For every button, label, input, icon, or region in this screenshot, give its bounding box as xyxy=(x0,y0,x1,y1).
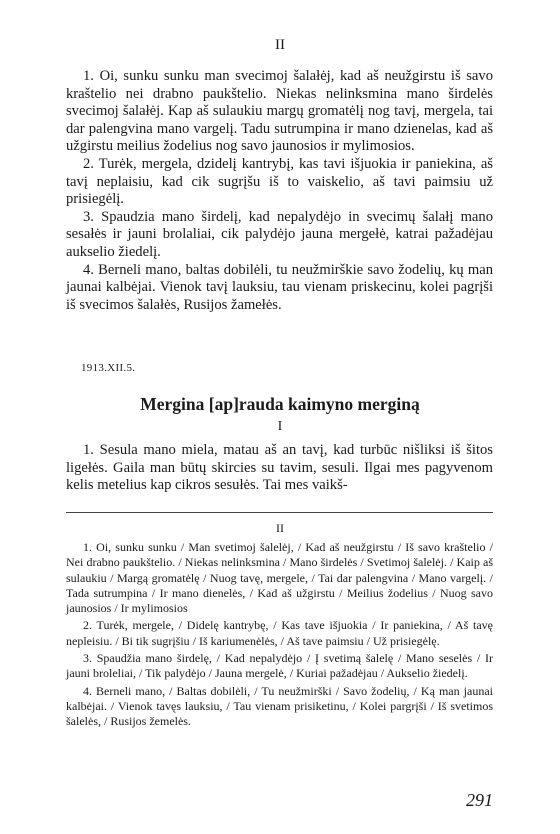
note-4: 4. Berneli mano, / Baltas dobilėli, / Tu neužmirški / Savo žodelių, / Ką man jaunai kalbėjai. / Vienok tavęs lauksiu, / Tau vienam prisiketinu, / Kolei pargrįši / Iš svetimos šalelės, / Rusijos žemelės. xyxy=(66,683,493,729)
stanza-3: 3. Spaudzia mano širdelį, kad nepalydėjo in svecimų šalałį mano sesałės ir jauni brolaliai, cik palydėjo jauna mergełė, katrai pažadėjau aukselio žiedelį. xyxy=(66,208,493,260)
song-2-numeral: I xyxy=(277,419,283,434)
note-2: 2. Turėk, mergele, / Didelę kantrybę, / Kas tave išjuokia / Ir paniekina, / Aš tavę nepleisiu. / Bi tik sugrįšiu / Iš kariumenėlės, / Aš tave paimsiu / Už prisiegėlę. xyxy=(66,618,493,648)
footnote-divider xyxy=(66,512,493,513)
stanza-4: 4. Berneli mano, baltas dobilėli, tu neužmirškie savo žodelių, kų man jaunai kalbėjai. Vienok tavį lauksiu, tau vienam priskecinu, kolei pagrįši iš svecimos šalałės, Rusijos žamełės. xyxy=(66,261,493,313)
note-1: 1. Oi, sunku sunku / Man svetimoj šalelėj, / Kad aš neužgirstu / Iš savo kraštelio / Nei drabno paukštelio. / Niekas nelinksmina / Mano širdelės / Svetimoj šalelėj. / Kaip aš sulaukiu / Margą gromatėlę / Nuog tavę, mergele, / Tai dar palengvina / Mano vargelį. / Tada sutrumpina / Ir mano dienelės, / Kad aš užgirstu / Meilius žodelius / Nuog savo jaunosios / Ir mylimosios xyxy=(66,540,493,616)
song-2-stanza-1: 1. Sesula mano miela, matau aš an tavį, kad turbūc nišliksi iš šitos ligełės. Gaila man būtų skircies su tavim, sesuli. Ilgai mes pagyvenom kelis metelius kap cikros sesułės. Tai mes vaikš- xyxy=(66,442,493,494)
song-2-text xyxy=(66,442,493,495)
stanza-1: 1. Oi, sunku sunku man svecimoj šalałėj, kad aš neužgirstu iš savo kraštelio nei drabno paukštelio. Niekas nelinksmina mano širdelės svecimoj šalałėj. Kap aš sulaukiu margų gromatėlį nog tavį, mergela, tai dar palengvina mano vargelį. Tadu sutrumpina ir mano dzienelas, kad aš užgirstu meilius žodelius nog savo jaunosios ir mylimosios. xyxy=(66,68,493,155)
song-date: 1913.XII.5. xyxy=(81,362,136,374)
notes-numeral: II xyxy=(276,521,284,535)
section-numeral: II xyxy=(275,37,285,53)
page-number: 291 xyxy=(466,790,493,810)
note-3: 3. Spaudžia mano širdelę, / Kad nepalydėjo / Į svetimą šalelę / Mano seselės / Ir jauni broleliai, / Tik palydėjo / Jauna mergelė, / Kuriai pažadėjau / Aukselio žiedelį. xyxy=(66,651,493,681)
stanza-2: 2. Turėk, mergela, dzidelį kantrybį, kas tavi išjuokia ir paniekina, aš tavį neplaisiu, kad cik sugrįšu iš to vaiskelio, aš tavi paimsiu už prisiegėlį. xyxy=(66,155,493,208)
song-title: Mergina [ap]rauda kaimyno merginą xyxy=(140,394,420,414)
song-1-text xyxy=(66,68,493,314)
footnotes xyxy=(66,540,493,732)
